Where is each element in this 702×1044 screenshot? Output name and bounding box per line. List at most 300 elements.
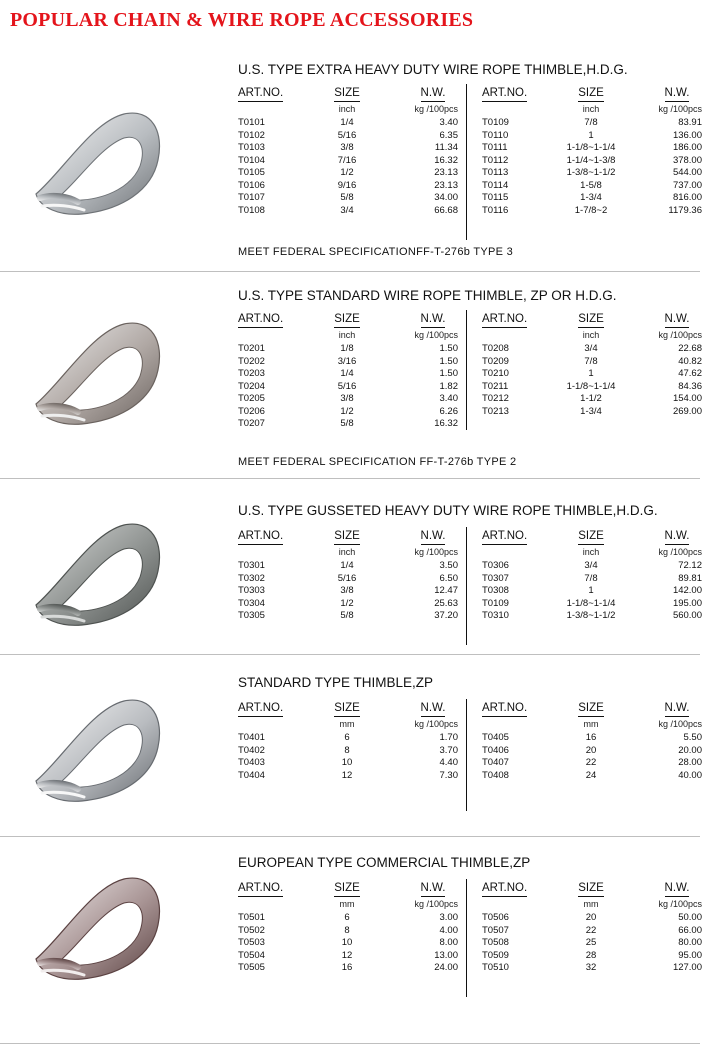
specification-note: MEET FEDERAL SPECIFICATION FF-T-276b TYPE 2 (238, 456, 517, 468)
size-cell: 8 (344, 924, 350, 936)
section-heading: U.S. TYPE GUSSETED HEAVY DUTY WIRE ROPE THIMBLE,H.D.G. (238, 503, 658, 518)
weight-header-text: N.W. (665, 701, 690, 717)
weight-cell: 80.00 (678, 937, 702, 948)
weight-cell: 20.00 (678, 744, 702, 756)
size-cell: 6 (344, 732, 350, 743)
weight-cell: 47.62 (678, 368, 702, 379)
table-row (238, 130, 458, 143)
table-unit-row (238, 544, 458, 560)
size-cell: 1/8 (340, 343, 354, 354)
table-row (238, 757, 458, 770)
weight-cell: 560.00 (672, 610, 702, 621)
art-no-cell: T0111 (482, 142, 508, 153)
size-unit: inch (338, 330, 356, 340)
size-cell: 8 (344, 744, 350, 756)
table-row (482, 937, 702, 950)
weight-cell: 8.00 (439, 937, 458, 948)
table-row (238, 406, 458, 419)
weight-cell: 66.68 (434, 204, 458, 216)
table-row (238, 155, 458, 168)
size-header (316, 529, 378, 544)
art-no-cell: T0205 (238, 393, 265, 404)
weight-cell: 4.00 (439, 924, 458, 936)
spec-table-left (238, 701, 458, 782)
size-cell: 5/16 (337, 380, 357, 392)
art-no-cell: T0507 (482, 924, 509, 936)
weight-cell: 1.82 (439, 380, 458, 392)
table-row (238, 598, 458, 611)
size-cell: 24 (585, 769, 597, 781)
art-no-cell: T0113 (482, 167, 509, 178)
art-no-cell: T0301 (238, 560, 265, 571)
weight-cell: 6.50 (439, 572, 458, 584)
size-cell: 22 (585, 924, 597, 936)
size-header-text: SIZE (578, 86, 604, 102)
art-no-cell: T0208 (482, 343, 509, 354)
size-unit: mm (583, 719, 599, 729)
table-row (238, 560, 458, 573)
unit-spacer (482, 101, 560, 117)
table-row (238, 368, 458, 381)
spec-table-left (238, 312, 458, 431)
art-no-cell: T0505 (238, 962, 265, 973)
art-no-cell: T0504 (238, 949, 265, 961)
weight-cell: 6.35 (439, 129, 458, 141)
weight-cell: 136.00 (672, 129, 702, 141)
art-no-cell: T0115 (482, 192, 509, 203)
weight-header (622, 312, 702, 327)
size-unit: mm (583, 899, 599, 909)
art-no-cell: T0303 (238, 585, 265, 596)
size-header (316, 881, 378, 896)
table-row (238, 381, 458, 394)
weight-unit: kg /100pcs (658, 547, 702, 557)
table-row (482, 368, 702, 381)
size-cell: 1/4 (340, 368, 354, 379)
weight-cell: 84.36 (678, 380, 702, 392)
weight-cell: 186.00 (672, 142, 702, 153)
art-no-header (482, 86, 560, 101)
art-no-cell: T0403 (238, 757, 265, 768)
thimble-photo (22, 513, 172, 643)
art-no-cell: T0206 (238, 405, 265, 417)
weight-unit: kg /100pcs (414, 719, 458, 729)
column-divider (466, 879, 467, 997)
weight-cell: 12.47 (434, 585, 458, 596)
size-cell: 1-5/8 (580, 179, 602, 191)
weight-cell: 378.00 (672, 154, 702, 166)
spec-table-right (482, 529, 702, 623)
art-no-cell: T0310 (482, 610, 509, 621)
weight-header (378, 312, 458, 327)
thimble-photo (22, 867, 172, 997)
weight-cell: 50.00 (678, 912, 702, 923)
table-row (482, 180, 702, 193)
art-no-cell: T0116 (482, 204, 509, 216)
weight-cell: 3.40 (439, 393, 458, 404)
weight-unit: kg /100pcs (414, 330, 458, 340)
table-row (238, 180, 458, 193)
table-row (482, 962, 702, 975)
size-cell: 9/16 (337, 179, 357, 191)
weight-cell: 25.63 (434, 597, 458, 609)
weight-cell: 40.82 (678, 355, 702, 367)
weight-unit: kg /100pcs (658, 719, 702, 729)
size-header-text: SIZE (334, 701, 360, 717)
art-no-header-text: ART.NO. (482, 881, 527, 897)
art-no-cell: T0110 (482, 129, 509, 141)
art-no-header-text: ART.NO. (238, 881, 283, 897)
product-section (0, 40, 700, 272)
table-row (238, 393, 458, 406)
table-row (482, 950, 702, 963)
size-cell: 1 (588, 368, 594, 379)
size-header (560, 312, 622, 327)
weight-cell: 89.81 (678, 572, 702, 584)
spec-table-left (238, 881, 458, 975)
weight-cell: 816.00 (672, 192, 702, 203)
size-cell: 1-3/8~1-1/2 (566, 167, 616, 178)
weight-cell: 23.13 (434, 167, 458, 178)
art-no-cell: T0305 (238, 610, 265, 621)
art-no-cell: T0210 (482, 368, 509, 379)
weight-unit: kg /100pcs (658, 104, 702, 114)
table-row (482, 155, 702, 168)
size-cell: 7/8 (584, 355, 598, 367)
art-no-cell: T0304 (238, 597, 265, 609)
size-header (560, 529, 622, 544)
table-unit-row (238, 896, 458, 912)
size-cell: 7/8 (584, 117, 598, 128)
size-cell: 28 (585, 949, 597, 961)
art-no-cell: T0112 (482, 154, 509, 166)
unit-spacer (238, 327, 316, 343)
weight-cell: 127.00 (672, 962, 702, 973)
size-cell: 1 (588, 585, 594, 596)
table-row (238, 912, 458, 925)
product-section (0, 479, 700, 655)
art-no-cell: T0213 (482, 405, 509, 417)
size-header-text: SIZE (578, 529, 604, 545)
weight-cell: 737.00 (672, 179, 702, 191)
table-row (238, 117, 458, 130)
unit-spacer (238, 716, 316, 732)
art-no-cell: T0408 (482, 769, 509, 781)
table-row (238, 732, 458, 745)
weight-cell: 4.40 (439, 757, 458, 768)
size-header-text: SIZE (578, 312, 604, 328)
table-row (238, 962, 458, 975)
weight-cell: 16.32 (434, 418, 458, 429)
weight-header (378, 881, 458, 896)
product-section (0, 837, 700, 1044)
size-cell: 20 (585, 744, 597, 756)
size-cell: 10 (341, 937, 353, 948)
size-unit: inch (338, 547, 356, 557)
size-cell: 5/8 (340, 418, 354, 429)
art-no-cell: T0401 (238, 732, 265, 743)
size-unit: mm (339, 899, 355, 909)
table-unit-row (482, 101, 702, 117)
section-heading: EUROPEAN TYPE COMMERCIAL THIMBLE,ZP (238, 855, 531, 870)
weight-cell: 195.00 (672, 597, 702, 609)
table-row (238, 205, 458, 218)
weight-header (622, 86, 702, 101)
size-cell: 25 (585, 937, 597, 948)
weight-unit: kg /100pcs (414, 899, 458, 909)
size-unit: mm (339, 719, 355, 729)
size-cell: 3/8 (340, 585, 354, 596)
size-cell: 5/16 (337, 572, 357, 584)
table-row (238, 573, 458, 586)
weight-cell: 5.50 (683, 732, 702, 743)
table-row (482, 573, 702, 586)
weight-cell: 3.00 (439, 912, 458, 923)
size-header-text: SIZE (578, 881, 604, 897)
table-row (238, 585, 458, 598)
art-no-cell: T0201 (238, 343, 265, 354)
size-cell: 3/4 (340, 204, 354, 216)
size-cell: 7/8 (584, 572, 598, 584)
art-no-header (238, 86, 316, 101)
weight-unit: kg /100pcs (414, 104, 458, 114)
art-no-cell: T0207 (238, 418, 265, 429)
size-cell: 1/2 (340, 167, 354, 178)
weight-header (622, 881, 702, 896)
art-no-header-text: ART.NO. (482, 86, 527, 102)
art-no-cell: T0306 (482, 560, 509, 571)
table-row (482, 142, 702, 155)
table-row (482, 757, 702, 770)
size-header-text: SIZE (334, 881, 360, 897)
size-unit: inch (582, 104, 600, 114)
size-header (560, 86, 622, 101)
art-no-cell: T0209 (482, 355, 509, 367)
table-row (482, 167, 702, 180)
size-cell: 5/8 (340, 192, 354, 203)
table-header-row (482, 881, 702, 896)
thimble-photo (22, 689, 172, 819)
table-row (238, 610, 458, 623)
art-no-cell: T0204 (238, 380, 265, 392)
weight-header-text: N.W. (421, 312, 446, 328)
table-row (238, 770, 458, 783)
spec-table-right (482, 86, 702, 217)
size-header-text: SIZE (578, 701, 604, 717)
art-no-cell: T0302 (238, 572, 265, 584)
weight-cell: 66.00 (678, 924, 702, 936)
art-no-cell: T0407 (482, 757, 509, 768)
weight-header-text: N.W. (665, 86, 690, 102)
size-header-text: SIZE (334, 529, 360, 545)
column-divider (466, 699, 467, 811)
weight-header (378, 529, 458, 544)
size-cell: 3/4 (584, 560, 598, 571)
size-cell: 5/8 (340, 610, 354, 621)
column-divider (466, 527, 467, 645)
table-row (482, 732, 702, 745)
art-no-cell: T0108 (238, 204, 265, 216)
art-no-cell: T0106 (238, 179, 265, 191)
table-row (238, 937, 458, 950)
size-cell: 1-1/8~1-1/4 (566, 597, 616, 609)
table-header-row (238, 86, 458, 101)
table-header-row (238, 701, 458, 716)
size-cell: 16 (585, 732, 597, 743)
spec-table-right (482, 701, 702, 782)
weight-cell: 269.00 (672, 405, 702, 417)
weight-cell: 83.91 (678, 117, 702, 128)
weight-header (378, 86, 458, 101)
unit-spacer (482, 896, 560, 912)
table-header-row (238, 881, 458, 896)
art-no-header (482, 312, 560, 327)
size-cell: 1-1/8~1-1/4 (566, 142, 616, 153)
art-no-cell: T0114 (482, 179, 509, 191)
art-no-cell: T0105 (238, 167, 265, 178)
table-header-row (238, 529, 458, 544)
unit-spacer (482, 327, 560, 343)
table-header-row (238, 312, 458, 327)
art-no-header-text: ART.NO. (238, 701, 283, 717)
art-no-cell: T0308 (482, 585, 509, 596)
size-cell: 6 (344, 912, 350, 923)
art-no-cell: T0211 (482, 380, 509, 392)
size-cell: 1-7/8~2 (574, 204, 608, 216)
art-no-cell: T0405 (482, 732, 509, 743)
art-no-cell: T0508 (482, 937, 509, 948)
weight-cell: 154.00 (672, 393, 702, 404)
size-cell: 22 (585, 757, 597, 768)
size-cell: 1/2 (340, 597, 354, 609)
weight-cell: 142.00 (672, 585, 702, 596)
art-no-cell: T0107 (238, 192, 265, 203)
art-no-cell: T0406 (482, 744, 509, 756)
weight-header-text: N.W. (421, 881, 446, 897)
table-row (238, 167, 458, 180)
art-no-cell: T0402 (238, 744, 265, 756)
table-unit-row (238, 101, 458, 117)
weight-cell: 72.12 (678, 560, 702, 571)
table-row (482, 356, 702, 369)
size-cell: 3/16 (337, 355, 357, 367)
table-row (482, 117, 702, 130)
table-row (482, 912, 702, 925)
weight-unit: kg /100pcs (658, 330, 702, 340)
weight-cell: 3.70 (439, 744, 458, 756)
size-unit: inch (582, 330, 600, 340)
table-row (482, 560, 702, 573)
size-header (316, 86, 378, 101)
spec-table-right (482, 312, 702, 418)
art-no-cell: T0109 (482, 117, 509, 128)
art-no-cell: T0101 (238, 117, 265, 128)
weight-cell: 13.00 (434, 949, 458, 961)
art-no-cell: T0503 (238, 937, 265, 948)
unit-spacer (482, 544, 560, 560)
art-no-header-text: ART.NO. (482, 529, 527, 545)
size-cell: 1-3/4 (580, 405, 602, 417)
unit-spacer (238, 544, 316, 560)
weight-cell: 24.00 (434, 962, 458, 973)
table-unit-row (482, 716, 702, 732)
table-row (238, 343, 458, 356)
art-no-cell: T0506 (482, 912, 509, 923)
art-no-header (238, 529, 316, 544)
specification-note: MEET FEDERAL SPECIFICATIONFF-T-276b TYPE 3 (238, 246, 514, 258)
size-cell: 1-3/4 (580, 192, 602, 203)
weight-cell: 6.26 (439, 405, 458, 417)
column-divider (466, 310, 467, 430)
weight-cell: 7.30 (439, 769, 458, 781)
section-heading: U.S. TYPE EXTRA HEAVY DUTY WIRE ROPE THIMBLE,H.D.G. (238, 62, 628, 77)
art-no-cell: T0202 (238, 355, 265, 367)
size-header (560, 881, 622, 896)
art-no-header (482, 701, 560, 716)
size-cell: 3/8 (340, 142, 354, 153)
weight-header (622, 529, 702, 544)
table-row (482, 598, 702, 611)
table-row (482, 130, 702, 143)
size-header-text: SIZE (334, 312, 360, 328)
size-header-text: SIZE (334, 86, 360, 102)
table-row (238, 950, 458, 963)
table-row (238, 925, 458, 938)
art-no-header (238, 701, 316, 716)
weight-cell: 16.32 (434, 154, 458, 166)
weight-cell: 544.00 (672, 167, 702, 178)
art-no-header-text: ART.NO. (238, 312, 283, 328)
table-header-row (482, 312, 702, 327)
art-no-cell: T0510 (482, 962, 509, 973)
section-heading: STANDARD TYPE THIMBLE,ZP (238, 675, 434, 690)
unit-spacer (238, 896, 316, 912)
table-unit-row (238, 327, 458, 343)
weight-header-text: N.W. (421, 701, 446, 717)
size-header (316, 312, 378, 327)
table-unit-row (482, 544, 702, 560)
size-cell: 32 (585, 962, 597, 973)
art-no-header (238, 881, 316, 896)
weight-unit: kg /100pcs (658, 899, 702, 909)
art-no-header (238, 312, 316, 327)
size-header (560, 701, 622, 716)
table-header-row (482, 529, 702, 544)
weight-cell: 3.50 (439, 560, 458, 571)
art-no-header-text: ART.NO. (482, 312, 527, 328)
size-cell: 1-1/4~1-3/8 (566, 154, 616, 166)
table-row (482, 745, 702, 758)
weight-header (378, 701, 458, 716)
section-heading: U.S. TYPE STANDARD WIRE ROPE THIMBLE, ZP OR H.D.G. (238, 288, 617, 303)
table-row (482, 406, 702, 419)
table-row (238, 745, 458, 758)
column-divider (466, 84, 467, 240)
weight-cell: 23.13 (434, 179, 458, 191)
weight-cell: 22.68 (678, 343, 702, 354)
weight-cell: 34.00 (434, 192, 458, 203)
weight-cell: 1.50 (439, 343, 458, 354)
art-no-cell: T0104 (238, 154, 265, 166)
size-cell: 3/4 (584, 343, 598, 354)
spec-table-right (482, 881, 702, 975)
weight-cell: 1.50 (439, 368, 458, 379)
size-unit: inch (582, 547, 600, 557)
weight-cell: 1.50 (439, 355, 458, 367)
table-row (482, 610, 702, 623)
weight-header-text: N.W. (665, 529, 690, 545)
weight-cell: 11.34 (434, 142, 458, 153)
